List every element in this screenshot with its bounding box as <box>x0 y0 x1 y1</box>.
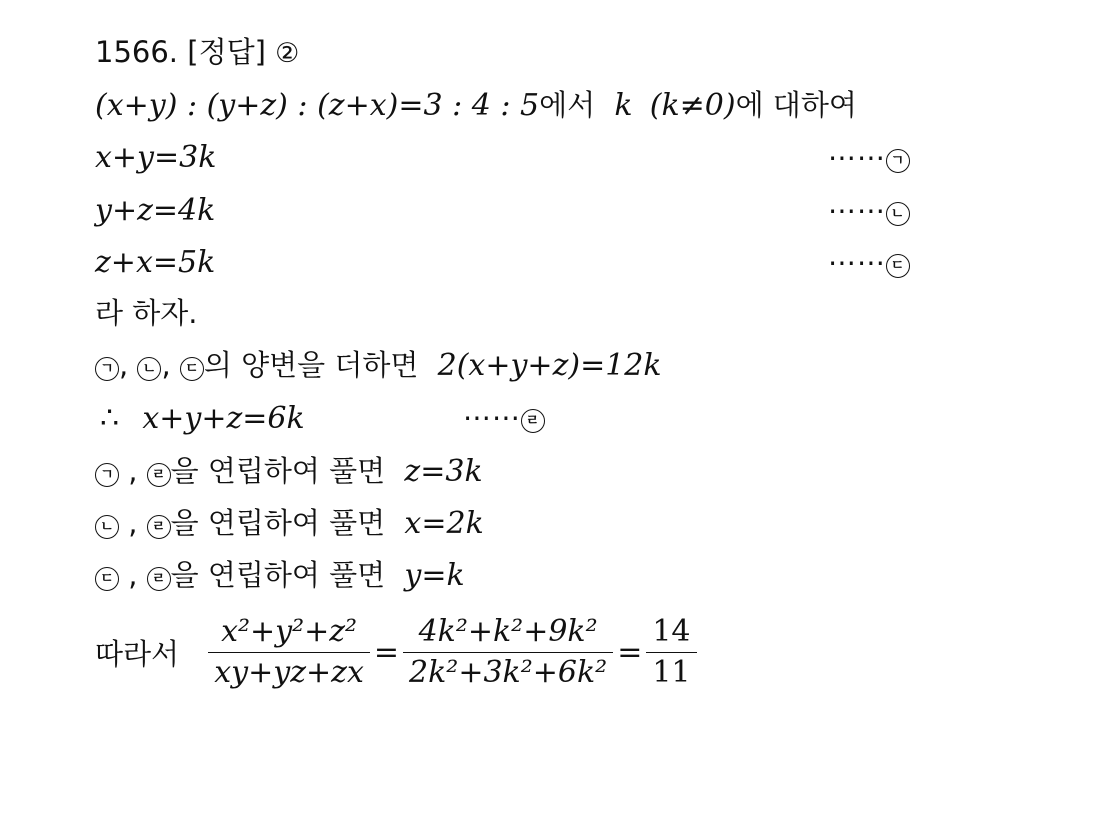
fraction-3-numerator: 14 <box>646 612 696 653</box>
label-circle-c: ㄷ <box>180 357 204 381</box>
label-circle-s1a: ㄱ <box>95 463 119 487</box>
label-circle-s1b: ㄹ <box>147 463 171 487</box>
equation-1-marker: ⋯⋯ ㄱ <box>828 141 910 175</box>
problem-number: 1566. <box>95 35 179 69</box>
solve-line-2: ㄴ , ㄹ 을 연립하여 풀면 x=2k <box>95 506 484 541</box>
solve-text-2: 을 연립하여 풀면 <box>170 506 386 540</box>
answer-value: ② <box>275 38 300 69</box>
label-circle-2: ㄴ <box>886 202 910 226</box>
therefore-symbol: ∴ <box>100 401 120 436</box>
conclusion-line <box>95 612 701 693</box>
equals-sign-1: = <box>373 635 400 670</box>
intro-text-2: 에 대하여 <box>735 88 857 122</box>
k-variable: k <box>614 88 633 123</box>
solve-text-1: 을 연립하여 풀면 <box>170 454 386 488</box>
sum-line: ㄱ , ㄴ , ㄷ 의 양변을 더하면 2(x+y+z)=12k <box>95 348 662 383</box>
answer-label: [정답] <box>187 35 266 69</box>
label-circle-s2b: ㄹ <box>147 515 171 539</box>
k-condition: (k≠0) <box>649 88 736 123</box>
sum-text: 의 양변을 더하면 <box>203 348 419 382</box>
intro-text-1: 에서 <box>539 88 596 122</box>
label-circle-4: ㄹ <box>521 409 545 433</box>
solve-line-3: ㄷ , ㄹ 을 연립하여 풀면 y=k <box>95 558 465 593</box>
intro-line <box>95 88 857 123</box>
label-circle-b: ㄴ <box>137 357 161 381</box>
ratio-expression: (x+y) : (y+z) : (z+x)=3 : 4 : 5 <box>95 88 540 123</box>
problem-header <box>95 35 299 71</box>
solve-expression-1: z=3k <box>404 454 483 489</box>
fraction-2-numerator: 4k²+k²+9k² <box>403 612 613 653</box>
therefore-line <box>100 401 305 436</box>
equation-2: y+z=4k <box>95 193 216 228</box>
fraction-1-numerator: x²+y²+z² <box>208 612 370 653</box>
label-circle-s2a: ㄴ <box>95 515 119 539</box>
solve-line-1: ㄱ , ㄹ 을 연립하여 풀면 z=3k <box>95 454 483 489</box>
sum-expression: 2(x+y+z)=12k <box>437 348 662 383</box>
equation-3: z+x=5k <box>95 245 216 280</box>
fraction-1-denominator: xy+yz+zx <box>214 655 364 690</box>
conclusion-text: 따라서 <box>95 637 180 671</box>
solve-expression-3: y=k <box>404 558 465 593</box>
fraction-1 <box>208 612 370 693</box>
label-circle-s3b: ㄹ <box>147 567 171 591</box>
label-circle-3: ㄷ <box>886 254 910 278</box>
therefore-expression: x+y+z=6k <box>142 401 305 436</box>
fraction-3-denominator: 11 <box>652 655 691 690</box>
equation-1: x+y=3k <box>95 140 217 175</box>
equation-2-marker: ⋯⋯ ㄴ <box>828 194 910 228</box>
equation-3-marker: ⋯⋯ ㄷ <box>828 246 910 280</box>
equals-sign-2: = <box>617 635 643 670</box>
fraction-2 <box>403 612 613 693</box>
therefore-marker: ⋯⋯ ㄹ <box>463 401 545 435</box>
fraction-3 <box>646 612 696 693</box>
fraction-2-denominator: 2k²+3k²+6k² <box>409 655 608 690</box>
label-circle-a: ㄱ <box>95 357 119 381</box>
label-circle-s3a: ㄷ <box>95 567 119 591</box>
solve-text-3: 을 연립하여 풀면 <box>170 558 386 592</box>
label-circle-1: ㄱ <box>886 149 910 173</box>
let-text: 라 하자. <box>95 296 198 330</box>
solve-expression-2: x=2k <box>404 506 484 541</box>
